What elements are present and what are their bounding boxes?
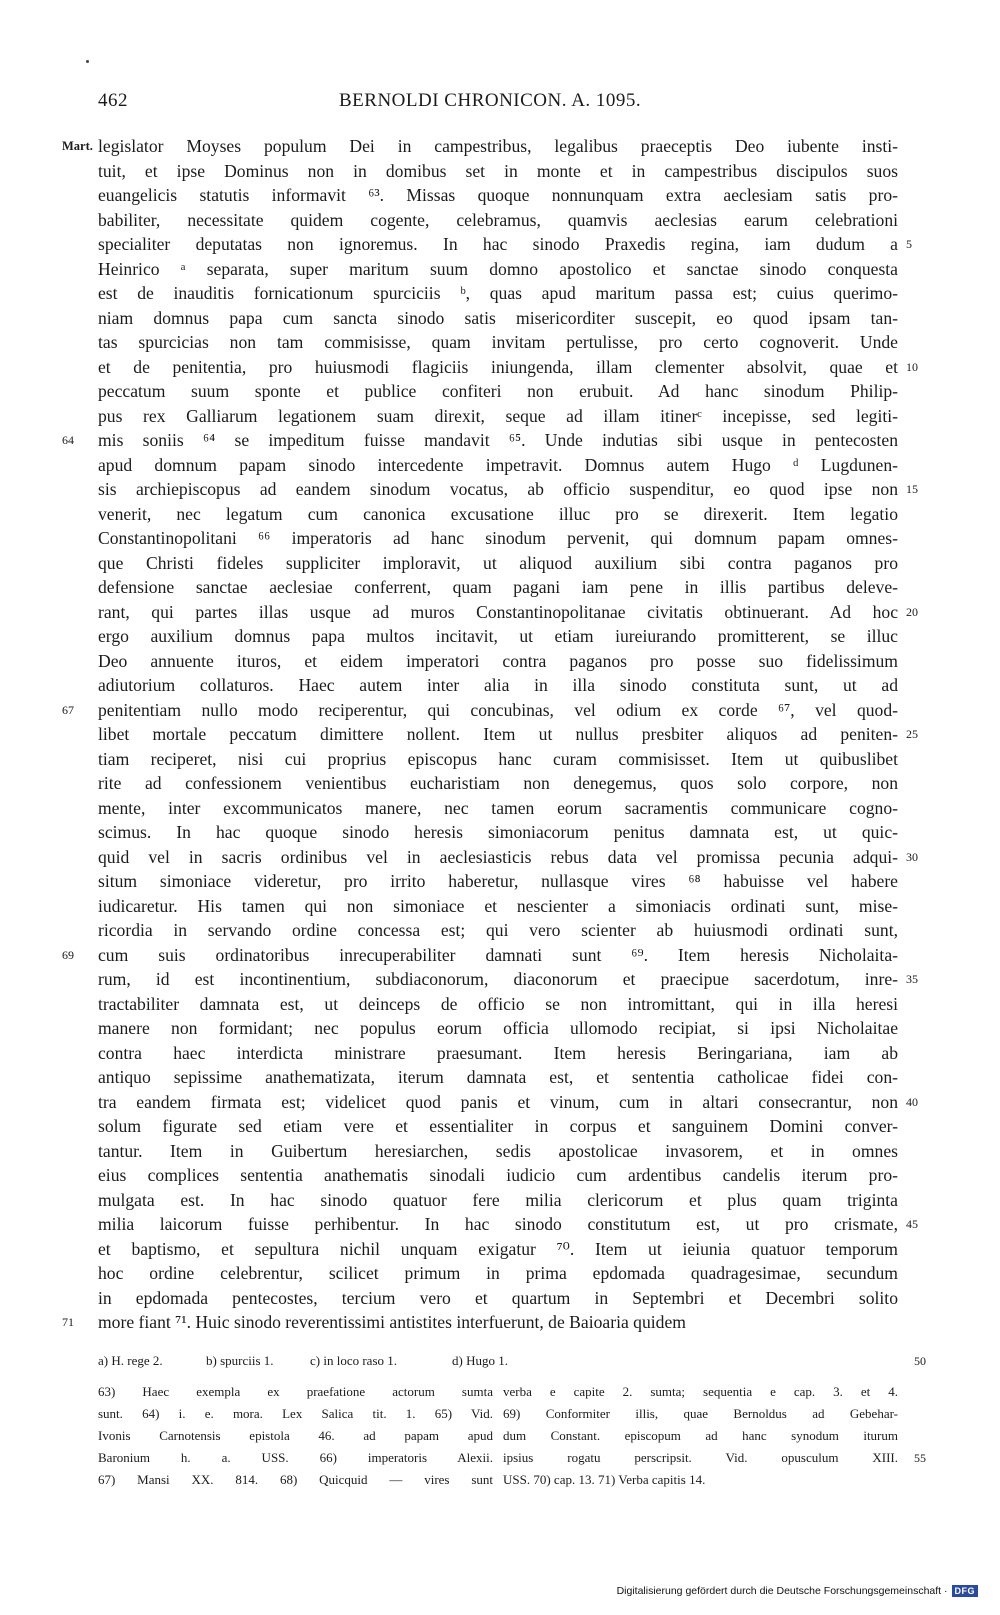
- line-text: ergo auxilium domnus papa multos incitavit, ut etiam iureiurando promitterent, se illuc: [98, 626, 898, 646]
- line-text: scimus. In hac quoque sinodo heresis simoniacorum penitus damnata est, ut quic-: [98, 822, 898, 842]
- text-line: [98, 330, 898, 355]
- apparatus-item: c) in loco raso 1.: [310, 1353, 398, 1368]
- text-line: [98, 1188, 898, 1213]
- body-text: [62, 134, 918, 1335]
- line-text: venerit, nec legatum cum canonica excusatione illuc pro se direxerit. Item legatio: [98, 503, 898, 524]
- line-text: manere non formidant; nec populus eorum officia ullomodo recipiat, si ipsi Nicholaitae: [98, 1018, 898, 1038]
- text-line: [98, 869, 898, 894]
- line-text: rant, qui partes illas usque ad muros Constantinopolitanae civitatis obtinuerant. Ad hoc: [98, 601, 898, 622]
- line-text: quid vel in sacris ordinibus vel in aeclesiasticis rebus data vel promissa pecunia adqui-: [98, 846, 898, 867]
- line-text: babiliter, necessitate quidem cogente, celebramus, quamvis aeclesias earum celebrationi: [98, 209, 898, 230]
- line-number: 30: [906, 849, 918, 864]
- footnotes-column-left: [98, 1381, 493, 1491]
- line-text: adiutorium collaturos. Haec autem inter alia in illa sinodo constituta sunt, ut ad: [98, 675, 898, 695]
- line-text: euangelicis statutis informavit ⁶³. Missas quoque nonnunquam extra aeclesiam satis pro-: [98, 185, 898, 205]
- text-line: [98, 1090, 918, 1115]
- text-line: [98, 1065, 898, 1090]
- line-text: est de inauditis fornicationum spurciciis ᵇ, quas apud maritum passa est; cuius querimo-: [98, 283, 898, 303]
- footnote-line: Ivonis Carnotensis epistola 46. ad papam apud: [98, 1428, 493, 1443]
- text-line: [98, 551, 898, 576]
- text-line: [98, 404, 898, 429]
- line-text: in epdomada pentecostes, tercium vero et quartum in Septembri et Decembri solito: [98, 1287, 898, 1308]
- line-number: 10: [906, 359, 918, 374]
- text-line: [98, 257, 898, 282]
- line-text: mente, inter excommunicatos manere, nec tamen eorum sacramentis communicare cogno-: [98, 797, 898, 818]
- text-line: [98, 1163, 898, 1188]
- line-text: more fiant ⁷¹. Huic sinodo reverentissimi antistites interfuerunt, de Baioaria quidem: [98, 1312, 686, 1332]
- text-line: [98, 453, 898, 478]
- footnote-line: ipsius rogatu perscripsit. Vid. opusculum XIII.: [503, 1450, 898, 1465]
- line-text: Constantinopolitani ⁶⁶ imperatoris ad hanc sinodum pervenit, qui domnum papam omnes-: [98, 528, 898, 548]
- footer-credit: [617, 1585, 978, 1597]
- line-text: tas spurcicias non tam commisisse, quam invitam pertulisse, pro certo cognoverit. Unde: [98, 332, 898, 352]
- text-line: [98, 232, 912, 257]
- line-number: 25: [906, 727, 918, 741]
- line-text: hoc ordine celebrentur, scilicet primum in prima epdomada quadragesimae, secundum: [98, 1263, 898, 1283]
- line-number: 45: [906, 1217, 918, 1231]
- line-text: ricordia in servando ordine concessa est; qui vero scienter ab huiusmodi ordinati sunt,: [98, 920, 898, 940]
- line-text: situm simoniace videretur, pro irrito haberetur, nullasque vires ⁶⁸ habuisse vel habere: [98, 871, 898, 891]
- text-line: [98, 747, 898, 772]
- line-text: tuit, et ipse Dominus non in domibus set in monte et in campestribus discipulos suos: [98, 160, 898, 181]
- apparatus-item: b) spurciis 1.: [206, 1353, 274, 1368]
- text-line: [98, 208, 898, 233]
- text-line: [98, 1139, 898, 1164]
- text-line: [98, 624, 898, 649]
- line-text: milia laicorum fuisse perhibentur. In hac sinodo constitutum est, ut pro crismate,: [98, 1214, 898, 1234]
- apparatus-item: a) H. rege 2.: [98, 1353, 163, 1368]
- text-line: [62, 943, 898, 968]
- apparatus-item: d) Hugo 1.: [452, 1353, 508, 1368]
- text-line: [98, 1114, 898, 1139]
- margin-note-number: 67: [62, 702, 74, 717]
- margin-note-number: 71: [62, 1315, 74, 1329]
- line-text: sis archiepiscopus ad eandem sinodum vocatus, ab officio suspenditur, eo quod ipse non: [98, 479, 898, 499]
- footnote-line: USS. 70) cap. 13. 71) Verba capitis 14.: [503, 1472, 706, 1487]
- text-line: [98, 771, 898, 796]
- line-text: et de penitentia, pro huiusmodi flagiciis iniungenda, illam clementer absolvit, quae et: [98, 356, 898, 377]
- text-line: [98, 992, 898, 1017]
- line-text: specialiter deputatas non ignoremus. In hac sinodo Praxedis regina, iam dudum a: [98, 234, 898, 254]
- text-line: [98, 845, 918, 870]
- line-text: niam domnus papa cum sancta sinodo satis misericorditer suscepit, eo quod ipsam tan-: [98, 307, 898, 328]
- text-line: [98, 1261, 898, 1286]
- line-text: iudicaretur. His tamen qui non simoniace et nescienter a simoniacis ordinati sunt, mise-: [98, 895, 898, 916]
- footnotes-column-right: [503, 1381, 898, 1491]
- margin-note-number: 64: [62, 433, 74, 447]
- text-line: [98, 649, 898, 674]
- text-line: [62, 1310, 898, 1335]
- running-title: BERNOLDI CHRONICON. A. 1095.: [339, 90, 642, 111]
- footnote-line: verba e capite 2. sumta; sequentia e cap. 3. et 4.: [503, 1384, 898, 1399]
- footnote-line: 63) Haec exempla ex praefatione actorum sumta: [98, 1384, 493, 1399]
- text-line: [98, 1237, 898, 1262]
- line-number: 35: [906, 972, 918, 986]
- line-text: contra haec interdicta ministrare praesumant. Item heresis Beringariana, iam ab: [98, 1042, 898, 1063]
- text-line: [98, 796, 898, 821]
- text-line: [98, 526, 898, 551]
- text-line: [98, 967, 918, 992]
- line-text: peccatum suum sponte et publice confiteri non erubuit. Ad hanc sinodum Philip-: [98, 381, 898, 401]
- text-line: [98, 1212, 918, 1237]
- dfg-logo: DFG: [952, 1585, 979, 1597]
- text-line: [98, 918, 898, 943]
- line-number: 15: [906, 482, 918, 496]
- text-line: [62, 134, 898, 159]
- line-text: libet mortale peccatum dimittere nollent. Item ut nullus presbiter aliquos ad peniten-: [98, 724, 898, 744]
- line-text: rite ad confessionem venientibus eucharistiam non denegemus, quos solo corpore, non: [98, 773, 898, 793]
- line-text: antiquo sepissime anathematizata, iterum damnata est, et sententia catholicae fidei con-: [98, 1067, 898, 1087]
- footnote-line: 69) Conformiter illis, quae Bernoldus ad Gebehar-: [503, 1406, 898, 1421]
- line-text: cum suis ordinatoribus inrecuperabiliter damnati sunt ⁶⁹. Item heresis Nicholaita-: [98, 944, 898, 965]
- running-head: [98, 90, 898, 120]
- digitization-credit: Digitalisierung gefördert durch die Deutsche Forschungsgemeinschaft ·: [616, 1585, 948, 1597]
- line-text: tantur. Item in Guibertum heresiarchen, sedis apostolicae invasorem, et in omnes: [98, 1140, 898, 1161]
- footnote-line: 67) Mansi XX. 814. 68) Quicquid — vires sunt: [98, 1472, 493, 1487]
- text-line: [98, 820, 898, 845]
- text-line: [98, 183, 898, 208]
- line-number: 55: [914, 1451, 926, 1465]
- line-text: apud domnum papam sinodo intercedente impetravit. Domnus autem Hugo ᵈ Lugdunen-: [98, 454, 898, 475]
- footnote-line: sunt. 64) i. e. mora. Lex Salica tit. 1. 65) Vid.: [98, 1406, 493, 1421]
- line-text: rum, id est incontinentium, subdiaconorum, diaconorum et praecipue sacerdotum, inre-: [98, 969, 898, 989]
- line-text: mulgata est. In hac sinodo quatuor fere milia clericorum et plus quam triginta: [98, 1189, 898, 1210]
- text-line: [98, 355, 918, 380]
- line-number: 20: [906, 604, 918, 619]
- text-line: [62, 698, 898, 723]
- margin-note-number: 69: [62, 947, 74, 962]
- text-line: [98, 1041, 898, 1066]
- line-text: et baptismo, et sepultura nichil unquam exigatur ⁷⁰. Item ut ieiunia quatuor temporum: [98, 1238, 898, 1259]
- text-line: [98, 894, 898, 919]
- line-text: tractabiliter damnata est, ut deinceps de officio se non intromittant, qui in illa heresi: [98, 993, 898, 1014]
- line-text: solum figurate sed etiam vere et essentialiter in corpus et sanguinem Domini conver-: [98, 1116, 898, 1136]
- text-line: [98, 159, 898, 184]
- line-text: tiam reciperet, nisi cui proprius episcopus hanc curam commisisset. Item ut quibuslibet: [98, 748, 898, 769]
- text-line: [98, 722, 918, 747]
- line-text: que Christi fideles suppliciter imploravit, ut aliquod auxilium sibi contra paganos pro: [98, 552, 898, 573]
- line-number: 40: [906, 1094, 918, 1109]
- line-text: tra eandem firmata est; videlicet quod panis et vinum, cum in altari consecrantur, non: [98, 1091, 898, 1112]
- text-line: [98, 1016, 898, 1041]
- line-text: penitentiam nullo modo reciperentur, qui concubinas, vel odium ex corde ⁶⁷, vel quod-: [98, 699, 898, 720]
- speck: [86, 60, 89, 63]
- text-line: [98, 673, 898, 698]
- text-line: [98, 281, 898, 306]
- footnote-line: dum Constant. episcopum ad hanc synodum iturum: [503, 1428, 898, 1443]
- text-line: [98, 600, 918, 625]
- line-text: eius complices sententia anathematis sinodali iudicio cum ardentibus candelis iterum pro-: [98, 1165, 898, 1185]
- line-number: 50: [914, 1354, 926, 1368]
- text-line: [62, 428, 898, 453]
- line-text: pus rex Galliarum legationem suam direxit, seque ad illam itinerᶜ incepisse, sed legiti-: [98, 405, 898, 426]
- text-line: [98, 379, 898, 404]
- critical-apparatus: [98, 1349, 926, 1373]
- text-line: [98, 1286, 898, 1311]
- footnote-line: Baronium h. a. USS. 66) imperatoris Alexii.: [98, 1450, 493, 1465]
- text-line: [98, 306, 898, 331]
- text-line: [98, 477, 918, 502]
- line-number: 5: [906, 237, 912, 251]
- line-text: Heinrico ᵃ separata, super maritum suum domno apostolico et sanctae sinodo conquesta: [98, 258, 898, 279]
- page-number: 462: [98, 90, 128, 111]
- text-line: [98, 575, 898, 600]
- line-text: Deo annuente ituros, et eidem imperatori contra paganos pro posse suo fidelissimum: [98, 650, 898, 671]
- line-text: mis soniis ⁶⁴ se impeditum fuisse mandavit ⁶⁵. Unde indutias sibi usque in pentecosten: [98, 430, 898, 450]
- line-text: defensione sanctae aeclesiae conferrent, quam pagani iam pene in illis partibus deleve-: [98, 577, 898, 597]
- text-line: [98, 502, 898, 527]
- margin-source: Mart.: [62, 139, 93, 153]
- line-text: legislator Moyses populum Dei in campestribus, legalibus praeceptis Deo iubente insti-: [98, 136, 898, 156]
